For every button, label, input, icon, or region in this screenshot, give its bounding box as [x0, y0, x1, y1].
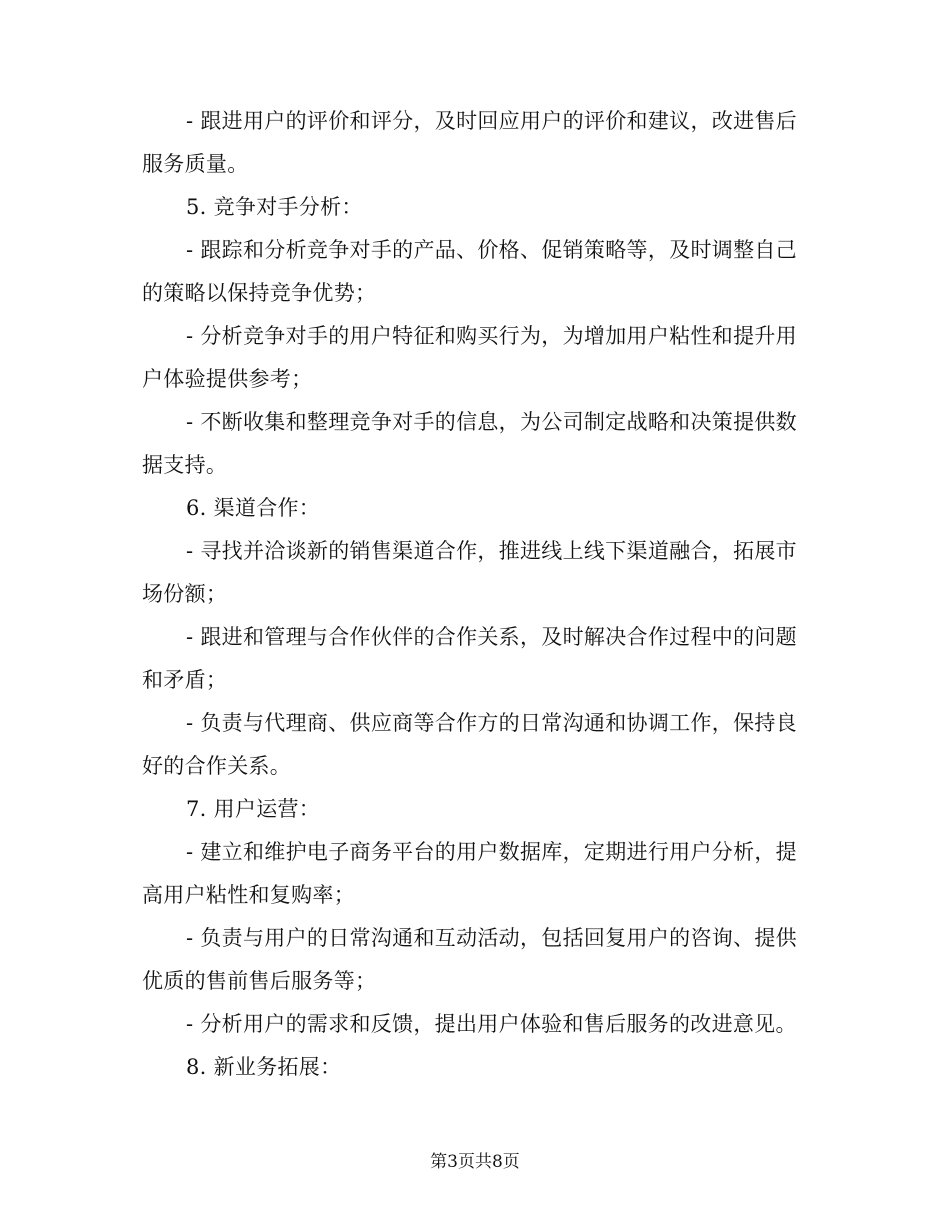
section-heading-new-business: 8. 新业务拓展：: [186, 1055, 342, 1079]
paragraph-competitor-info-collection: - 不断收集和整理竞争对手的信息，为公司制定战略和决策提供数据支持。: [142, 410, 797, 477]
paragraph-competitor-user-analysis: - 分析竞争对手的用户特征和购买行为，为增加用户粘性和提升用户体验提供参考；: [142, 324, 797, 391]
page-number-footer: 第3页共8页: [430, 1152, 520, 1172]
paragraph-competitor-tracking: - 跟踪和分析竞争对手的产品、价格、促销策略等，及时调整自己的策略以保持竞争优势；: [142, 238, 797, 305]
paragraph-user-database: - 建立和维护电子商务平台的用户数据库，定期进行用户分析，提高用户粘性和复购率；: [142, 840, 797, 907]
section-heading-channel-cooperation: 6. 渠道合作：: [186, 496, 321, 520]
section-heading-competitor-analysis: 5. 竞争对手分析：: [186, 195, 363, 219]
paragraph-new-channels: - 寻找并洽谈新的销售渠道合作，推进线上线下渠道融合，拓展市场份额；: [142, 539, 797, 606]
paragraph-partner-management: - 跟进和管理与合作伙伴的合作关系，及时解决合作过程中的问题和矛盾；: [142, 625, 797, 692]
paragraph-feedback-followup: - 跟进用户的评价和评分，及时回应用户的评价和建议，改进售后服务质量。: [142, 109, 797, 176]
paragraph-agent-communication: - 负责与代理商、供应商等合作方的日常沟通和协调工作，保持良好的合作关系。: [142, 711, 797, 778]
document-body: [142, 100, 797, 1089]
section-heading-user-operations: 7. 用户运营：: [186, 797, 321, 821]
paragraph-user-communication: - 负责与用户的日常沟通和互动活动，包括回复用户的咨询、提供优质的售前售后服务等；: [142, 926, 797, 993]
paragraph-user-needs-analysis: - 分析用户的需求和反馈，提出用户体验和售后服务的改进意见。: [186, 1012, 797, 1036]
